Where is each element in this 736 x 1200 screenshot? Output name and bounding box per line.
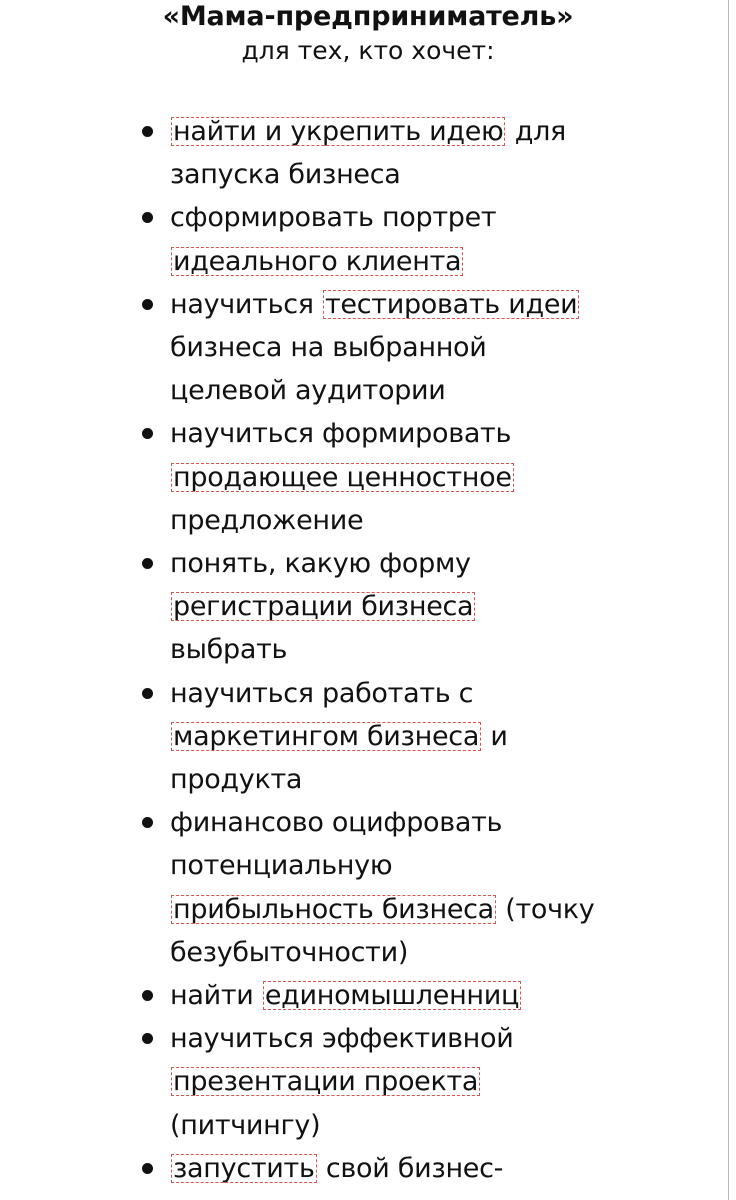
highlighted-phrase: маркетингом бизнеса — [170, 721, 482, 752]
goal-text: целевой аудитории — [170, 375, 446, 407]
highlighted-phrase: запустить — [170, 1153, 318, 1184]
goal-list-item — [140, 412, 594, 542]
goal-text: сформировать портрет — [170, 202, 497, 234]
goal-text: предложение — [170, 504, 364, 536]
goal-list — [140, 110, 594, 1190]
goal-line — [170, 888, 594, 931]
goal-text: научиться эффективной — [170, 1023, 514, 1055]
goal-line — [170, 715, 594, 758]
highlighted-phrase: презентации проекта — [170, 1066, 481, 1097]
page-subtitle: для тех, кто хочет: — [241, 36, 495, 65]
goal-list-item — [140, 196, 594, 282]
goal-line — [170, 110, 594, 153]
goal-line — [170, 1017, 594, 1060]
highlighted-phrase: прибыльность бизнеса — [170, 894, 497, 925]
goal-text: научиться — [170, 288, 322, 320]
goal-text: продукта — [170, 764, 303, 796]
goal-list-item — [140, 110, 594, 196]
goal-text: понять, какую форму — [170, 548, 471, 580]
highlighted-phrase: идеального клиента — [170, 246, 464, 277]
goal-text: запуска бизнеса — [170, 159, 401, 191]
goal-text: (питчингу) — [170, 1109, 321, 1141]
bullet-dot-icon — [142, 299, 153, 310]
bullet-dot-icon — [142, 1163, 153, 1174]
goal-text: финансово оцифровать — [170, 807, 503, 839]
goal-list-item — [140, 801, 594, 974]
goal-line — [170, 628, 594, 671]
goal-list-item — [140, 974, 594, 1017]
bullet-dot-icon — [142, 1033, 153, 1044]
bullet-dot-icon — [142, 990, 153, 1001]
goal-line — [170, 326, 594, 369]
goal-text: (точку — [496, 893, 595, 925]
goal-text: для — [506, 116, 567, 147]
goal-line — [170, 801, 594, 844]
goal-text: бизнеса на выбранной — [170, 332, 487, 364]
bullet-dot-icon — [142, 558, 153, 569]
goal-line — [170, 974, 594, 1017]
page-right-border — [728, 0, 729, 1200]
goal-text: безубыточности) — [170, 936, 409, 968]
goal-text: и — [482, 720, 508, 752]
goal-line — [170, 153, 594, 196]
goal-line — [170, 758, 594, 801]
goal-line — [170, 542, 594, 585]
goal-line — [170, 585, 594, 628]
goal-line — [170, 672, 594, 715]
goal-list-item — [140, 1147, 594, 1190]
highlighted-phrase: единомышленниц — [262, 980, 522, 1011]
goal-line — [170, 283, 594, 326]
goal-text: потенциальную — [170, 850, 393, 882]
bullet-dot-icon — [142, 688, 153, 699]
goal-line — [170, 931, 594, 974]
goal-line — [170, 240, 594, 283]
bullet-dot-icon — [142, 817, 153, 828]
goal-text: выбрать — [170, 634, 288, 666]
bullet-dot-icon — [142, 428, 153, 439]
goal-list-item — [140, 672, 594, 802]
goal-line — [170, 369, 594, 412]
goal-text: свой бизнес- — [317, 1152, 504, 1184]
highlighted-phrase: тестировать идеи — [322, 289, 580, 320]
goal-list-item — [140, 283, 594, 413]
goal-line — [170, 844, 594, 887]
goal-list-item — [140, 1017, 594, 1147]
goal-text: научиться работать с — [170, 677, 474, 709]
goal-line — [170, 1060, 594, 1103]
goal-line — [170, 1104, 594, 1147]
page-title: «Мама-предприниматель» — [162, 1, 574, 32]
highlighted-phrase: регистрации бизнеса — [170, 591, 476, 622]
goal-line — [170, 456, 594, 499]
goal-text: научиться формировать — [170, 418, 512, 450]
goal-list-item — [140, 542, 594, 672]
bullet-dot-icon — [142, 126, 153, 137]
goal-text: найти — [170, 980, 262, 1012]
goal-line — [170, 412, 594, 455]
goal-line — [170, 1147, 594, 1190]
goal-line — [170, 499, 594, 542]
highlighted-phrase: продающее ценностное — [170, 462, 515, 493]
bullet-dot-icon — [142, 212, 153, 223]
goal-line — [170, 196, 594, 239]
highlighted-phrase: найти и укрепить идею — [170, 116, 506, 147]
